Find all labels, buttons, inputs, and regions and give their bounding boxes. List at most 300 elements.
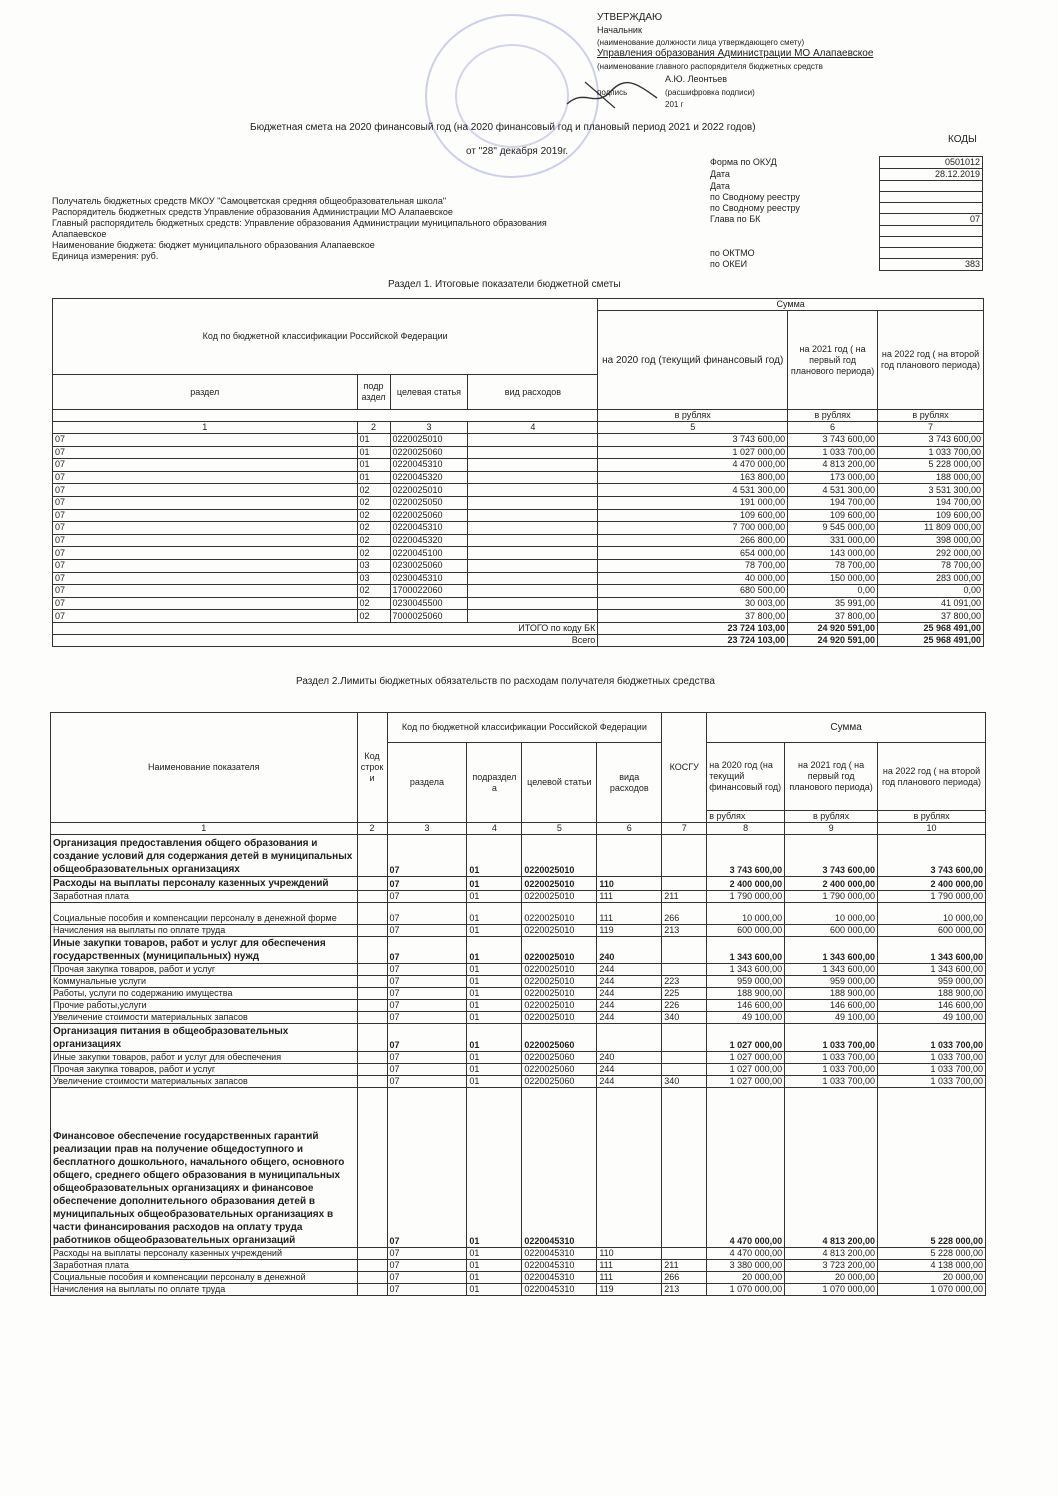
s2-cell-kosgu: 213 (662, 1284, 707, 1296)
s1-cell: 283 000,00 (878, 572, 984, 585)
s2-cell-vr: 244 (597, 1076, 662, 1088)
s1-col-num: 7 (878, 422, 984, 434)
s1-cell (468, 547, 598, 560)
s1-cell: 4 531 300,00 (598, 484, 788, 497)
s1-cell: 0230045500 (390, 597, 468, 610)
code-row (708, 169, 983, 181)
s2-cell-kosgu: 266 (662, 1272, 707, 1284)
s2-cell-rz: 07 (387, 964, 467, 976)
s1-cell: 07 (53, 559, 358, 572)
s1-row (53, 446, 984, 459)
s1-row (53, 559, 984, 572)
s1-total-bk-value: 25 968 491,00 (878, 622, 984, 634)
s2-cell-v3: 959 000,00 (878, 976, 986, 988)
s2-cell-cs: 0220025010 (522, 1000, 597, 1012)
s2-cell-kosgu (662, 1248, 707, 1260)
s2-cell-v3: 1 033 700,00 (878, 1024, 986, 1052)
s1-cell: 1 033 700,00 (788, 446, 878, 459)
s2-cell-kosgu: 211 (662, 1260, 707, 1272)
s2-header-kosgu: КОСГУ (662, 713, 707, 823)
s1-header-2020: на 2020 год (текущий финансовый год) (598, 311, 788, 410)
s2-cell-kosgu (662, 1088, 707, 1248)
s2-cell-rz: 07 (387, 1012, 467, 1024)
s1-cell: 37 800,00 (598, 610, 788, 623)
s2-cell-v2: 1 033 700,00 (785, 1024, 878, 1052)
info-budget: Наименование бюджета: бюджет муниципального образования Алапаевское (52, 240, 375, 250)
s1-total-bk-row (53, 622, 984, 634)
code-label: Дата (710, 169, 730, 179)
s1-num-row (53, 422, 984, 434)
s2-cell-cs: 0220045310 (522, 1088, 597, 1248)
s2-cell-cs: 0220045310 (522, 1284, 597, 1296)
s1-cell: 3 743 600,00 (598, 434, 788, 447)
s1-total-bk-label: ИТОГО по коду БК (53, 622, 598, 634)
s1-row (53, 484, 984, 497)
approval-sign-caption: подпись (597, 88, 628, 97)
s1-cell: 194 700,00 (878, 496, 984, 509)
s1-cell: 0220045100 (390, 547, 468, 560)
code-value: 07 (880, 214, 983, 226)
s2-cell-rz: 07 (387, 835, 467, 877)
s2-cell-cs: 0220025060 (522, 1076, 597, 1088)
s1-cell: 109 600,00 (878, 509, 984, 522)
s2-header-cs: целевой статьи (522, 743, 597, 823)
s1-cell: 109 600,00 (598, 509, 788, 522)
s2-cell-pr: 01 (467, 835, 522, 877)
s1-col-num: 2 (357, 422, 390, 434)
s1-cell: 1700022060 (390, 585, 468, 598)
s1-cell: 4 470 000,00 (598, 459, 788, 472)
s1-cell: 37 800,00 (878, 610, 984, 623)
s1-cell: 07 (53, 597, 358, 610)
s2-row (51, 1012, 986, 1024)
s2-cell-line (357, 1260, 387, 1272)
s2-cell-v3: 1 343 600,00 (878, 964, 986, 976)
s1-cell: 0220045320 (390, 471, 468, 484)
s1-header-vr: вид расходов (468, 375, 598, 410)
s2-cell-v1: 1 790 000,00 (707, 891, 785, 903)
s2-cell-v2: 10 000,00 (785, 903, 878, 925)
s1-header-sum: Сумма (598, 299, 984, 311)
s2-cell-vr: 111 (597, 1260, 662, 1272)
s2-cell-vr: 111 (597, 891, 662, 903)
s2-cell-v3: 3 743 600,00 (878, 835, 986, 877)
s2-cell-kosgu: 213 (662, 925, 707, 937)
s2-cell-pr: 01 (467, 1076, 522, 1088)
s1-cell: 07 (53, 585, 358, 598)
s2-row (51, 1000, 986, 1012)
s2-cell-v2: 3 743 600,00 (785, 835, 878, 877)
s2-cell-name: Увеличение стоимости материальных запасов (51, 1012, 358, 1024)
s1-rub: в рублях (598, 410, 788, 422)
code-value: 383 (880, 259, 983, 271)
s2-cell-v1: 146 600,00 (707, 1000, 785, 1012)
s2-col-num: 9 (785, 823, 878, 835)
code-row (708, 181, 983, 192)
s1-total-value: 24 920 591,00 (788, 634, 878, 646)
s2-cell-v2: 3 723 200,00 (785, 1260, 878, 1272)
s2-cell-v3: 188 900,00 (878, 988, 986, 1000)
code-label (708, 226, 880, 237)
s1-total-row (53, 634, 984, 646)
s2-cell-rz: 07 (387, 925, 467, 937)
s2-row (51, 1064, 986, 1076)
s1-cell: 3 743 600,00 (878, 434, 984, 447)
s2-cell-vr: 119 (597, 1284, 662, 1296)
s2-cell-vr (597, 1088, 662, 1248)
s2-header-sum: Сумма (707, 713, 986, 743)
s2-cell-pr: 01 (467, 1052, 522, 1064)
s1-cell: 0,00 (878, 585, 984, 598)
s2-cell-pr: 01 (467, 877, 522, 891)
approval-position: Начальник (597, 25, 642, 35)
s2-cell-rz: 07 (387, 1088, 467, 1248)
s2-cell-v3: 1 033 700,00 (878, 1052, 986, 1064)
s2-cell-kosgu: 226 (662, 1000, 707, 1012)
document-title: Бюджетная смета на 2020 финансовый год (на 2020 финансовый год и плановый период 2021 и 2022 годов) (250, 122, 756, 133)
s2-cell-kosgu (662, 937, 707, 964)
s2-cell-line (357, 988, 387, 1000)
s1-cell: 109 600,00 (788, 509, 878, 522)
s1-header-cs: целевая статья (390, 375, 468, 410)
s2-cell-pr: 01 (467, 964, 522, 976)
codes-table (708, 156, 983, 271)
s2-cell-v1: 2 400 000,00 (707, 877, 785, 891)
s2-cell-name: Иные закупки товаров, работ и услуг для обеспечения (51, 1052, 358, 1064)
s1-cell: 01 (357, 471, 390, 484)
s2-cell-rz: 07 (387, 1260, 467, 1272)
s2-header-vr: вида расходов (597, 743, 662, 823)
s1-row (53, 509, 984, 522)
s2-header-2021: на 2021 год ( на первый год планового периода) (785, 743, 878, 811)
s2-cell-v3: 1 033 700,00 (878, 1064, 986, 1076)
s1-cell: 40 000,00 (598, 572, 788, 585)
s1-cell (468, 585, 598, 598)
s2-row (51, 925, 986, 937)
s2-cell-v2: 4 813 200,00 (785, 1088, 878, 1248)
s1-cell (468, 610, 598, 623)
s1-cell: 02 (357, 610, 390, 623)
s2-cell-v1: 20 000,00 (707, 1272, 785, 1284)
s1-cell: 07 (53, 496, 358, 509)
s1-col-num: 4 (468, 422, 598, 434)
s1-rub-spacer (53, 410, 598, 422)
s1-cell: 02 (357, 585, 390, 598)
s2-cell-rz: 07 (387, 1076, 467, 1088)
s2-cell-v1: 1 027 000,00 (707, 1052, 785, 1064)
s2-cell-v1: 3 743 600,00 (707, 835, 785, 877)
s2-header-2022: на 2022 год ( на второй год планового периода) (878, 743, 986, 811)
s1-cell: 07 (53, 434, 358, 447)
s2-row (51, 964, 986, 976)
s1-cell: 4 531 300,00 (788, 484, 878, 497)
s1-cell: 7000025060 (390, 610, 468, 623)
s2-cell-rz: 07 (387, 1248, 467, 1260)
s2-col-num: 5 (522, 823, 597, 835)
s2-rub-2021: в рублях (785, 811, 878, 823)
s2-header-razdel: раздела (387, 743, 467, 823)
s1-cell: 78 700,00 (788, 559, 878, 572)
s2-cell-line (357, 1248, 387, 1260)
s1-cell: 02 (357, 547, 390, 560)
s2-cell-rz: 07 (387, 1284, 467, 1296)
s2-cell-kosgu (662, 835, 707, 877)
s2-cell-cs: 0220025010 (522, 903, 597, 925)
s2-cell-line (357, 925, 387, 937)
s2-cell-vr: 110 (597, 1248, 662, 1260)
s1-cell: 07 (53, 610, 358, 623)
s1-col-num: 3 (390, 422, 468, 434)
s1-rub: в рублях (878, 410, 984, 422)
s2-cell-v1: 4 470 000,00 (707, 1088, 785, 1248)
s1-total-value: 23 724 103,00 (598, 634, 788, 646)
s2-cell-pr: 01 (467, 988, 522, 1000)
s2-col-num: 8 (707, 823, 785, 835)
s1-cell: 01 (357, 446, 390, 459)
s2-cell-kosgu (662, 964, 707, 976)
s2-cell-v3: 10 000,00 (878, 903, 986, 925)
code-row (708, 157, 983, 169)
s1-cell (468, 446, 598, 459)
s2-row (51, 891, 986, 903)
s2-cell-v2: 1 033 700,00 (785, 1052, 878, 1064)
s2-cell-vr: 110 (597, 877, 662, 891)
s2-row (51, 903, 986, 925)
s2-cell-v3: 1 790 000,00 (878, 891, 986, 903)
s2-cell-pr: 01 (467, 1284, 522, 1296)
info-main-distributor-cont: Алапаевское (52, 229, 107, 239)
s2-row (51, 1076, 986, 1088)
s1-cell: 07 (53, 509, 358, 522)
s1-row (53, 522, 984, 535)
s2-row (51, 988, 986, 1000)
s2-cell-v2: 1 790 000,00 (785, 891, 878, 903)
s2-cell-line (357, 1076, 387, 1088)
s1-col-num: 1 (53, 422, 358, 434)
code-label: по ОКТМО (710, 247, 755, 258)
s2-cell-rz: 07 (387, 1272, 467, 1284)
s2-cell-rz: 07 (387, 877, 467, 891)
s2-cell-cs: 0220025060 (522, 1024, 597, 1052)
section1-table (52, 298, 984, 647)
s2-cell-pr: 01 (467, 976, 522, 988)
s1-cell: 07 (53, 484, 358, 497)
s1-cell: 0,00 (788, 585, 878, 598)
s2-cell-name: Организация питания в общеобразовательных организациях (51, 1024, 358, 1052)
s2-cell-rz: 07 (387, 891, 467, 903)
s2-col-num: 1 (51, 823, 358, 835)
s2-cell-cs: 0220025010 (522, 976, 597, 988)
code-label: по ОКЕИ (710, 259, 748, 269)
s1-cell: 3 743 600,00 (788, 434, 878, 447)
s1-cell: 30 003,00 (598, 597, 788, 610)
s1-header-podrazdel: подр аздел (357, 375, 390, 410)
s1-cell: 680 500,00 (598, 585, 788, 598)
s1-cell: 78 700,00 (598, 559, 788, 572)
s2-cell-name: Начисления на выплаты по оплате труда (51, 1284, 358, 1296)
s2-cell-v3: 5 228 000,00 (878, 1088, 986, 1248)
s2-cell-kosgu: 340 (662, 1012, 707, 1024)
s2-cell-kosgu (662, 877, 707, 891)
s1-cell: 188 000,00 (878, 471, 984, 484)
s1-cell: 0220025010 (390, 434, 468, 447)
s1-cell: 331 000,00 (788, 534, 878, 547)
s2-cell-line (357, 903, 387, 925)
s2-rub-2022: в рублях (878, 811, 986, 823)
s1-cell (468, 534, 598, 547)
s1-rub-row (53, 410, 984, 422)
s2-col-num: 6 (597, 823, 662, 835)
s2-header-line: Код строк и (357, 713, 387, 823)
s1-cell: 07 (53, 459, 358, 472)
s2-col-num: 4 (467, 823, 522, 835)
s2-cell-kosgu (662, 1064, 707, 1076)
s2-cell-kosgu: 340 (662, 1076, 707, 1088)
approval-org-caption: (наименование главного распорядителя бюджетных средств (597, 62, 823, 71)
code-row (708, 192, 983, 203)
s2-cell-line (357, 1064, 387, 1076)
code-row (708, 226, 983, 237)
s2-cell-name: Расходы на выплаты персоналу казенных учреждений (51, 1248, 358, 1260)
s2-cell-v1: 4 470 000,00 (707, 1248, 785, 1260)
s2-cell-line (357, 1284, 387, 1296)
s2-cell-pr: 01 (467, 1064, 522, 1076)
s2-cell-pr: 01 (467, 1000, 522, 1012)
s1-cell: 41 091,00 (878, 597, 984, 610)
s2-cell-v1: 1 027 000,00 (707, 1064, 785, 1076)
s2-cell-vr: 240 (597, 1052, 662, 1064)
s2-cell-cs: 0220025010 (522, 891, 597, 903)
s2-cell-v3: 4 138 000,00 (878, 1260, 986, 1272)
s2-cell-pr: 01 (467, 1012, 522, 1024)
s2-row (51, 1052, 986, 1064)
s2-cell-v1: 1 027 000,00 (707, 1076, 785, 1088)
s2-cell-vr: 244 (597, 988, 662, 1000)
s2-row (51, 1284, 986, 1296)
s1-cell: 02 (357, 597, 390, 610)
s1-cell (468, 471, 598, 484)
s1-cell: 0220025050 (390, 496, 468, 509)
s2-cell-cs: 0220025010 (522, 988, 597, 1000)
s2-cell-name: Заработная плата (51, 1260, 358, 1272)
s2-cell-kosgu: 225 (662, 988, 707, 1000)
section2-table (50, 712, 986, 1296)
s1-cell: 37 800,00 (788, 610, 878, 623)
s2-cell-line (357, 1052, 387, 1064)
s1-cell: 398 000,00 (878, 534, 984, 547)
s2-cell-v3: 1 033 700,00 (878, 1076, 986, 1088)
s1-cell: 07 (53, 547, 358, 560)
s2-cell-cs: 0220045310 (522, 1248, 597, 1260)
code-row (708, 259, 983, 271)
s1-col-num: 6 (788, 422, 878, 434)
s1-cell: 01 (357, 459, 390, 472)
s2-cell-line (357, 1024, 387, 1052)
s2-cell-name: Социальные пособия и компенсации персоналу в денежной (51, 1272, 358, 1284)
s1-rub: в рублях (788, 410, 878, 422)
s1-cell: 143 000,00 (788, 547, 878, 560)
s2-cell-line (357, 937, 387, 964)
s2-cell-v1: 1 027 000,00 (707, 1024, 785, 1052)
s2-row (51, 1260, 986, 1272)
s2-cell-v2: 49 100,00 (785, 1012, 878, 1024)
s1-total-value: 25 968 491,00 (878, 634, 984, 646)
s2-cell-rz: 07 (387, 1000, 467, 1012)
codes-label: КОДЫ (948, 134, 977, 145)
s2-cell-v2: 1 033 700,00 (785, 1064, 878, 1076)
s2-cell-vr: 111 (597, 1272, 662, 1284)
s2-cell-v2: 4 813 200,00 (785, 1248, 878, 1260)
s2-cell-v1: 3 380 000,00 (707, 1260, 785, 1272)
s1-cell: 0220045310 (390, 522, 468, 535)
code-value: 28.12.2019 (880, 169, 983, 181)
s1-cell: 01 (357, 434, 390, 447)
s1-col-num: 5 (598, 422, 788, 434)
s2-cell-v2: 600 000,00 (785, 925, 878, 937)
s2-cell-cs: 0220025010 (522, 937, 597, 964)
s2-cell-v3: 5 228 000,00 (878, 1248, 986, 1260)
s2-col-num: 7 (662, 823, 707, 835)
approval-date-line: 201 г (665, 100, 684, 109)
s1-cell: 07 (53, 522, 358, 535)
s2-cell-v1: 10 000,00 (707, 903, 785, 925)
s1-cell: 02 (357, 484, 390, 497)
s1-cell: 02 (357, 522, 390, 535)
s1-cell: 07 (53, 471, 358, 484)
s1-cell: 02 (357, 509, 390, 522)
s1-row (53, 496, 984, 509)
s2-cell-v2: 1 070 000,00 (785, 1284, 878, 1296)
code-label: Дата (710, 180, 730, 191)
s2-cell-kosgu: 266 (662, 903, 707, 925)
s2-cell-cs: 0220025060 (522, 1064, 597, 1076)
s2-cell-vr: 240 (597, 937, 662, 964)
s2-cell-line (357, 877, 387, 891)
s2-cell-v3: 20 000,00 (878, 1272, 986, 1284)
s2-rub-2020: в рублях (707, 811, 785, 823)
approval-decode-caption: (расшифровка подписи) (665, 88, 755, 97)
s2-cell-rz: 07 (387, 903, 467, 925)
s1-row (53, 471, 984, 484)
s2-col-num: 10 (878, 823, 986, 835)
code-value (880, 203, 983, 214)
s2-cell-v3: 49 100,00 (878, 1012, 986, 1024)
s1-cell: 4 813 200,00 (788, 459, 878, 472)
s2-cell-cs: 0220025010 (522, 1012, 597, 1024)
s2-cell-cs: 0220025060 (522, 1052, 597, 1064)
s2-cell-v2: 20 000,00 (785, 1272, 878, 1284)
s2-header-code: Код по бюджетной классификации Российской Федерации (387, 713, 662, 743)
s2-cell-cs: 0220025010 (522, 964, 597, 976)
s2-cell-line (357, 835, 387, 877)
s1-cell: 11 809 000,00 (878, 522, 984, 535)
s2-cell-name: Заработная плата (51, 891, 358, 903)
s2-cell-line (357, 964, 387, 976)
s2-cell-cs: 0220025010 (522, 835, 597, 877)
s2-cell-rz: 07 (387, 988, 467, 1000)
s1-row (53, 459, 984, 472)
s1-cell (468, 509, 598, 522)
code-value (880, 237, 983, 248)
approval-position-caption: (наименование должности лица утверждающего смету) (597, 38, 805, 47)
s2-cell-name: Расходы на выплаты персоналу казенных учреждений (51, 877, 358, 891)
s1-row (53, 597, 984, 610)
s2-cell-kosgu (662, 1024, 707, 1052)
code-row (708, 248, 983, 259)
s2-cell-pr: 01 (467, 937, 522, 964)
s2-cell-name: Коммунальные услуги (51, 976, 358, 988)
s2-cell-v1: 959 000,00 (707, 976, 785, 988)
